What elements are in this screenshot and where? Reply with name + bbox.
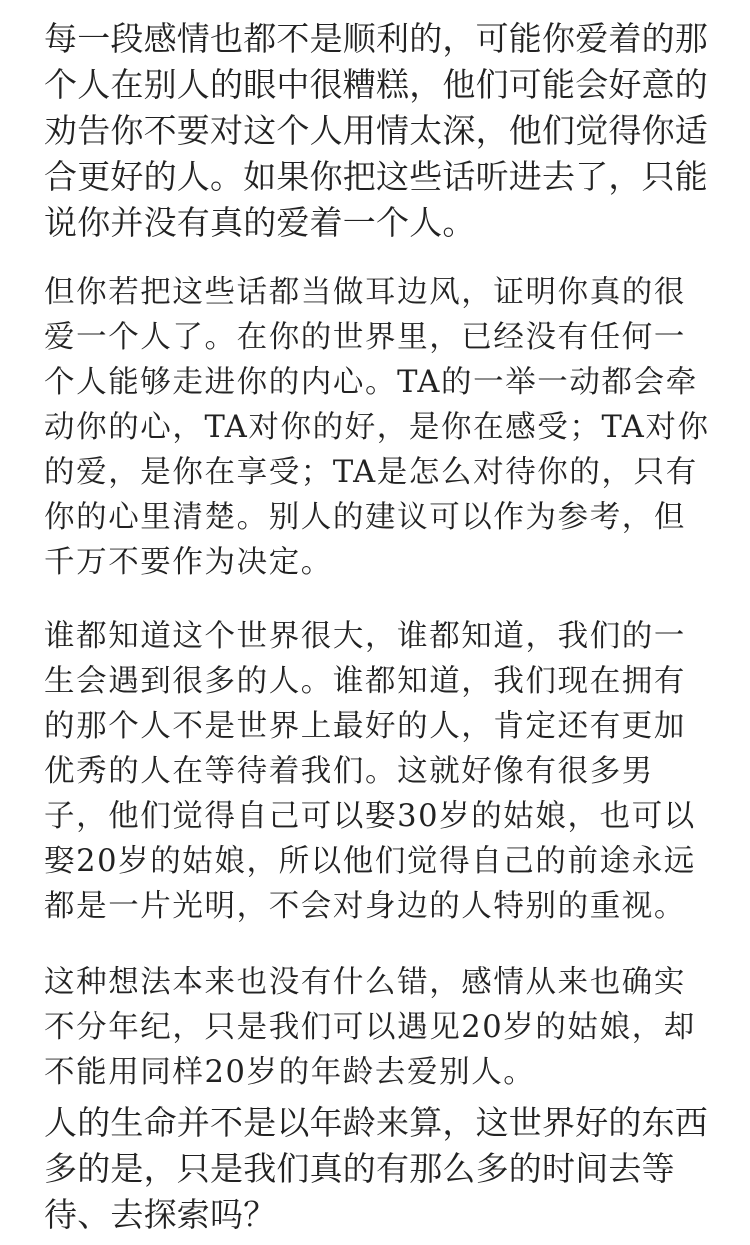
text-line: 合更好的人。如果你把这些话听进去了，只能 — [44, 157, 708, 196]
text-line: 娶20岁的姑娘，所以他们觉得自己的前途永远 — [44, 844, 696, 879]
text-line: 生会遇到很多的人。谁都知道，我们现在拥有 — [44, 664, 686, 699]
text-line: 个人能够走进你的内心。TA的一举一动都会牵 — [44, 365, 698, 400]
text-line: 千万不要作为决定。 — [44, 545, 333, 580]
text-line: 但你若把这些话都当做耳边风，证明你真的很 — [44, 275, 686, 310]
text-line: 动你的心，TA对你的好，是你在感受；TA对你 — [44, 410, 710, 445]
paragraph-1 — [44, 16, 708, 246]
paragraph-3 — [44, 614, 696, 929]
paragraph-2 — [44, 270, 710, 585]
paragraph-5 — [44, 1100, 708, 1238]
text-line: 说你并没有真的爱着一个人。 — [44, 203, 476, 242]
text-line: 个人在别人的眼中很糟糕，他们可能会好意的 — [44, 65, 708, 104]
text-line: 多的是，只是我们真的有那么多的时间去等 — [44, 1149, 675, 1188]
text-line: 这种想法本来也没有什么错，感情从来也确实 — [44, 965, 686, 1000]
text-line: 待、去探索吗？ — [44, 1195, 277, 1234]
text-line: 你的心里清楚。别人的建议可以作为参考，但 — [44, 500, 686, 535]
text-line: 劝告你不要对这个人用情太深，他们觉得你适 — [44, 111, 708, 150]
text-line: 人的生命并不是以年龄来算，这世界好的东西 — [44, 1103, 708, 1142]
text-line: 谁都知道这个世界很大，谁都知道，我们的一 — [44, 619, 686, 654]
text-line: 子，他们觉得自己可以娶30岁的姑娘，也可以 — [44, 799, 696, 834]
text-line: 的爱，是你在享受；TA是怎么对待你的，只有 — [44, 455, 698, 490]
text-line: 爱一个人了。在你的世界里，已经没有任何一 — [44, 320, 686, 355]
text-line: 不分年纪，只是我们可以遇见20岁的姑娘，却 — [44, 1010, 696, 1045]
text-line: 不能用同样20岁的年龄去爱别人。 — [44, 1055, 536, 1090]
text-line: 的那个人不是世界上最好的人，肯定还有更加 — [44, 709, 686, 744]
text-line: 优秀的人在等待着我们。这就好像有很多男 — [44, 754, 654, 789]
text-line: 都是一片光明，不会对身边的人特别的重视。 — [44, 889, 686, 924]
text-line: 每一段感情也都不是顺利的，可能你爱着的那 — [44, 19, 708, 58]
paragraph-4 — [44, 960, 696, 1095]
